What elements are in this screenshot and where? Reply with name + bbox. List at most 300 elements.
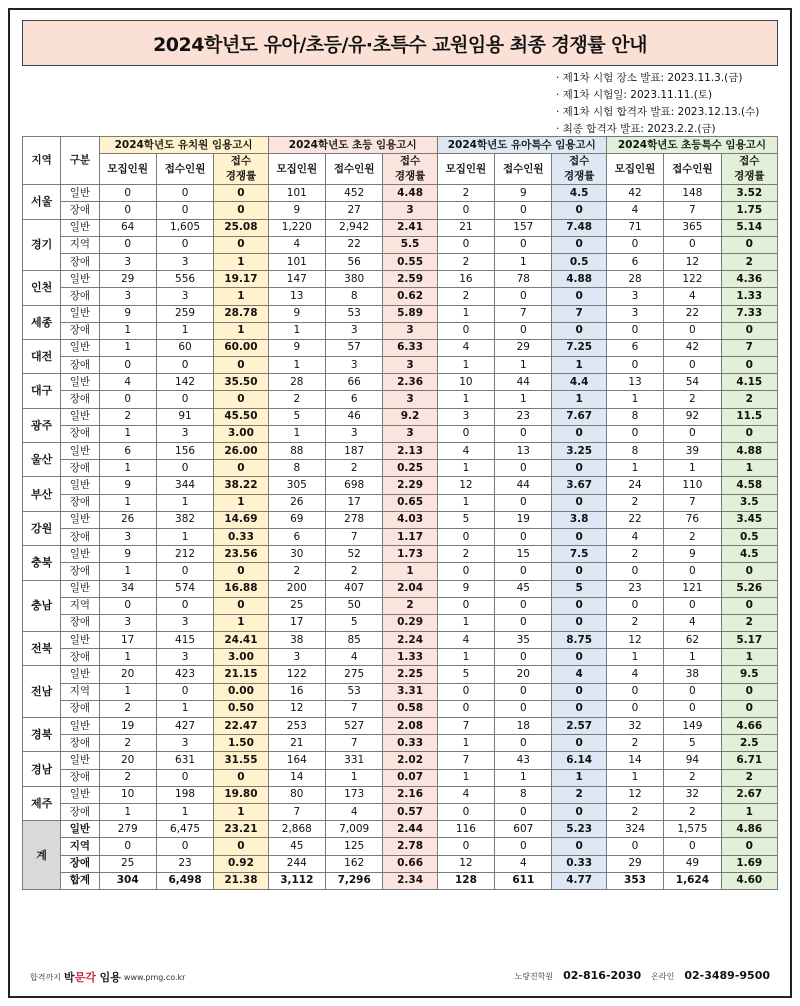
- count-cell: 0: [99, 597, 156, 614]
- region-cell: 대구: [23, 374, 61, 408]
- count-cell: 156: [156, 443, 213, 460]
- count-cell: 0: [495, 322, 552, 339]
- region-cell: 경북: [23, 718, 61, 752]
- region-cell: 강원: [23, 511, 61, 545]
- rate-cell: 7.25: [552, 339, 606, 356]
- count-cell: 45: [495, 580, 552, 597]
- count-cell: 8: [326, 288, 383, 305]
- header-recruit: 모집인원: [606, 154, 663, 185]
- rate-cell: 2.25: [383, 666, 437, 683]
- rate-cell: 14.69: [214, 511, 268, 528]
- count-cell: 527: [326, 718, 383, 735]
- rate-cell: 0: [214, 202, 268, 219]
- count-cell: 5: [437, 511, 494, 528]
- category-cell: 일반: [61, 786, 99, 803]
- count-cell: 9: [99, 546, 156, 563]
- rate-cell: 8.75: [552, 632, 606, 649]
- header-group-special-elementary: 2024학년도 초등특수 임용고시: [606, 137, 777, 154]
- count-cell: 0: [606, 563, 663, 580]
- count-cell: 101: [268, 185, 325, 202]
- count-cell: 19: [495, 511, 552, 528]
- rate-cell: 60.00: [214, 339, 268, 356]
- rate-cell: 0: [214, 357, 268, 374]
- count-cell: 16: [268, 683, 325, 700]
- rate-cell: 28.78: [214, 305, 268, 322]
- count-cell: 407: [326, 580, 383, 597]
- rate-cell: 0: [721, 425, 777, 442]
- count-cell: 2: [664, 528, 721, 545]
- phone-label: 노량진학원: [514, 972, 554, 981]
- rate-cell: 0.50: [214, 700, 268, 717]
- count-cell: 1: [99, 339, 156, 356]
- count-cell: 2: [606, 735, 663, 752]
- count-cell: 6,475: [156, 821, 213, 838]
- count-cell: 1: [156, 700, 213, 717]
- count-cell: 22: [606, 511, 663, 528]
- rate-cell: 0: [721, 236, 777, 253]
- count-cell: 15: [495, 546, 552, 563]
- count-cell: 122: [664, 271, 721, 288]
- count-cell: 382: [156, 511, 213, 528]
- table-row: [23, 597, 778, 614]
- count-cell: 88: [268, 443, 325, 460]
- count-cell: 5: [326, 614, 383, 631]
- count-cell: 116: [437, 821, 494, 838]
- region-cell: 계: [23, 821, 61, 890]
- category-cell: 장애: [61, 253, 99, 270]
- count-cell: 1: [437, 769, 494, 786]
- count-cell: 128: [437, 872, 494, 889]
- count-cell: 0: [156, 391, 213, 408]
- table-row: [23, 614, 778, 631]
- rate-cell: 0.5: [721, 528, 777, 545]
- rate-cell: 0: [552, 735, 606, 752]
- count-cell: 0: [495, 425, 552, 442]
- count-cell: 2: [99, 735, 156, 752]
- count-cell: 12: [606, 632, 663, 649]
- count-cell: 149: [664, 718, 721, 735]
- count-cell: 4: [99, 374, 156, 391]
- rate-cell: 0: [552, 288, 606, 305]
- count-cell: 2: [326, 460, 383, 477]
- count-cell: 1: [437, 614, 494, 631]
- count-cell: 7: [437, 752, 494, 769]
- count-cell: 0: [156, 185, 213, 202]
- count-cell: 3: [326, 425, 383, 442]
- count-cell: 0: [156, 460, 213, 477]
- count-cell: 80: [268, 786, 325, 803]
- count-cell: 1: [437, 494, 494, 511]
- table-row: [23, 632, 778, 649]
- category-cell: 장애: [61, 803, 99, 820]
- count-cell: 0: [495, 649, 552, 666]
- rate-cell: 19.17: [214, 271, 268, 288]
- count-cell: 0: [606, 597, 663, 614]
- region-cell: 경남: [23, 752, 61, 786]
- count-cell: 6: [326, 391, 383, 408]
- count-cell: 4: [606, 666, 663, 683]
- rate-cell: 2.29: [383, 477, 437, 494]
- count-cell: 3: [156, 614, 213, 631]
- table-row: [23, 872, 778, 889]
- table-row: [23, 666, 778, 683]
- rate-cell: 0: [721, 597, 777, 614]
- header-category: 구분: [61, 137, 99, 185]
- rate-cell: 3: [383, 202, 437, 219]
- category-cell: 장애: [61, 700, 99, 717]
- header-applied: 접수인원: [664, 154, 721, 185]
- rate-cell: 0: [552, 614, 606, 631]
- count-cell: 1: [606, 649, 663, 666]
- count-cell: 0: [437, 425, 494, 442]
- count-cell: 27: [326, 202, 383, 219]
- count-cell: 12: [437, 855, 494, 872]
- count-cell: 1,605: [156, 219, 213, 236]
- count-cell: 91: [156, 408, 213, 425]
- count-cell: 24: [606, 477, 663, 494]
- phone-label: 온라인: [651, 972, 675, 981]
- category-cell: 일반: [61, 666, 99, 683]
- count-cell: 9: [268, 339, 325, 356]
- rate-cell: 0.5: [552, 253, 606, 270]
- count-cell: 4: [437, 339, 494, 356]
- count-cell: 25: [99, 855, 156, 872]
- rate-cell: 2: [721, 769, 777, 786]
- brand-tagline: 합격까지: [30, 972, 61, 982]
- count-cell: 22: [326, 236, 383, 253]
- count-cell: 1: [99, 649, 156, 666]
- count-cell: 4: [437, 786, 494, 803]
- count-cell: 38: [268, 632, 325, 649]
- rate-cell: 1: [721, 649, 777, 666]
- rate-cell: 0: [214, 185, 268, 202]
- rate-cell: 0: [552, 202, 606, 219]
- table-row: [23, 219, 778, 236]
- count-cell: 0: [437, 700, 494, 717]
- header-applied: 접수인원: [156, 154, 213, 185]
- table-row: [23, 803, 778, 820]
- count-cell: 556: [156, 271, 213, 288]
- rate-cell: 6.14: [552, 752, 606, 769]
- rate-cell: 35.50: [214, 374, 268, 391]
- count-cell: 147: [268, 271, 325, 288]
- rate-cell: 5.23: [552, 821, 606, 838]
- region-cell: 인천: [23, 271, 61, 305]
- count-cell: 0: [437, 322, 494, 339]
- rate-cell: 2: [383, 597, 437, 614]
- rate-cell: 0: [552, 322, 606, 339]
- rate-cell: 1.69: [721, 855, 777, 872]
- rate-cell: 7.48: [552, 219, 606, 236]
- rate-cell: 0.66: [383, 855, 437, 872]
- table-row: [23, 185, 778, 202]
- rate-cell: 2.41: [383, 219, 437, 236]
- count-cell: 9: [268, 202, 325, 219]
- rate-cell: 4.5: [552, 185, 606, 202]
- count-cell: 2: [606, 494, 663, 511]
- rate-cell: 0.29: [383, 614, 437, 631]
- count-cell: 1: [606, 769, 663, 786]
- rate-cell: 0.55: [383, 253, 437, 270]
- table-row: [23, 563, 778, 580]
- count-cell: 0: [495, 563, 552, 580]
- rate-cell: 21.38: [214, 872, 268, 889]
- region-cell: 서울: [23, 185, 61, 219]
- header-rate: 접수 경쟁률: [383, 154, 437, 185]
- count-cell: 4: [326, 649, 383, 666]
- count-cell: 1: [664, 460, 721, 477]
- count-cell: 0: [99, 202, 156, 219]
- count-cell: 0: [437, 236, 494, 253]
- count-cell: 20: [495, 666, 552, 683]
- count-cell: 1: [99, 425, 156, 442]
- category-cell: 장애: [61, 855, 99, 872]
- count-cell: 57: [326, 339, 383, 356]
- count-cell: 607: [495, 821, 552, 838]
- rate-cell: 2.78: [383, 838, 437, 855]
- count-cell: 46: [326, 408, 383, 425]
- count-cell: 9: [99, 477, 156, 494]
- count-cell: 0: [99, 357, 156, 374]
- count-cell: 1,624: [664, 872, 721, 889]
- count-cell: 4: [664, 288, 721, 305]
- count-cell: 631: [156, 752, 213, 769]
- count-cell: 39: [664, 443, 721, 460]
- rate-cell: 7: [552, 305, 606, 322]
- count-cell: 44: [495, 477, 552, 494]
- count-cell: 18: [495, 718, 552, 735]
- rate-cell: 3: [383, 425, 437, 442]
- count-cell: 212: [156, 546, 213, 563]
- count-cell: 331: [326, 752, 383, 769]
- table-row: [23, 683, 778, 700]
- count-cell: 0: [495, 528, 552, 545]
- header-recruit: 모집인원: [437, 154, 494, 185]
- count-cell: 148: [664, 185, 721, 202]
- count-cell: 305: [268, 477, 325, 494]
- rate-cell: 1.73: [383, 546, 437, 563]
- table-row: [23, 786, 778, 803]
- header-applied: 접수인원: [326, 154, 383, 185]
- rate-cell: 0.07: [383, 769, 437, 786]
- count-cell: 20: [99, 752, 156, 769]
- count-cell: 157: [495, 219, 552, 236]
- rate-cell: 3: [383, 357, 437, 374]
- table-row: [23, 443, 778, 460]
- count-cell: 8: [495, 786, 552, 803]
- rate-cell: 4.58: [721, 477, 777, 494]
- category-cell: 일반: [61, 185, 99, 202]
- table-row: [23, 271, 778, 288]
- count-cell: 2: [99, 769, 156, 786]
- count-cell: 275: [326, 666, 383, 683]
- count-cell: 17: [326, 494, 383, 511]
- count-cell: 1: [99, 563, 156, 580]
- rate-cell: 0: [721, 683, 777, 700]
- rate-cell: 1: [552, 769, 606, 786]
- count-cell: 0: [664, 563, 721, 580]
- count-cell: 76: [664, 511, 721, 528]
- count-cell: 0: [664, 357, 721, 374]
- competition-table: [22, 136, 778, 890]
- rate-cell: 2.57: [552, 718, 606, 735]
- count-cell: 8: [606, 443, 663, 460]
- count-cell: 60: [156, 339, 213, 356]
- count-cell: 29: [495, 339, 552, 356]
- rate-cell: 7.33: [721, 305, 777, 322]
- header-rate: 접수 경쟁률: [721, 154, 777, 185]
- region-cell: 대전: [23, 339, 61, 373]
- count-cell: 32: [664, 786, 721, 803]
- count-cell: 3,112: [268, 872, 325, 889]
- count-cell: 278: [326, 511, 383, 528]
- count-cell: 17: [268, 614, 325, 631]
- count-cell: 0: [99, 185, 156, 202]
- category-cell: 장애: [61, 460, 99, 477]
- rate-cell: 21.15: [214, 666, 268, 683]
- rate-cell: 2.24: [383, 632, 437, 649]
- count-cell: 2: [664, 803, 721, 820]
- rate-cell: 23.56: [214, 546, 268, 563]
- rate-cell: 1.75: [721, 202, 777, 219]
- region-cell: 경기: [23, 219, 61, 271]
- rate-cell: 2.02: [383, 752, 437, 769]
- region-cell: 충북: [23, 546, 61, 580]
- rate-cell: 4.48: [383, 185, 437, 202]
- count-cell: 32: [606, 718, 663, 735]
- rate-cell: 4.5: [721, 546, 777, 563]
- count-cell: 0: [606, 236, 663, 253]
- rate-cell: 0: [552, 838, 606, 855]
- rate-cell: 0: [721, 357, 777, 374]
- count-cell: 0: [156, 597, 213, 614]
- rate-cell: 4.86: [721, 821, 777, 838]
- rate-cell: 31.55: [214, 752, 268, 769]
- rate-cell: 3.00: [214, 649, 268, 666]
- count-cell: 92: [664, 408, 721, 425]
- count-cell: 6: [99, 443, 156, 460]
- count-cell: 1: [437, 735, 494, 752]
- category-cell: 장애: [61, 202, 99, 219]
- category-cell: 장애: [61, 288, 99, 305]
- rate-cell: 0: [214, 597, 268, 614]
- count-cell: 162: [326, 855, 383, 872]
- count-cell: 244: [268, 855, 325, 872]
- table-row: [23, 649, 778, 666]
- rate-cell: 4.88: [721, 443, 777, 460]
- count-cell: 23: [495, 408, 552, 425]
- rate-cell: 4.88: [552, 271, 606, 288]
- category-cell: 일반: [61, 632, 99, 649]
- rate-cell: 9.5: [721, 666, 777, 683]
- rate-cell: 0: [721, 700, 777, 717]
- table-row: [23, 202, 778, 219]
- count-cell: 78: [495, 271, 552, 288]
- region-cell: 광주: [23, 408, 61, 442]
- count-cell: 1,220: [268, 219, 325, 236]
- table-row: [23, 322, 778, 339]
- count-cell: 62: [664, 632, 721, 649]
- count-cell: 30: [268, 546, 325, 563]
- rate-cell: 5: [552, 580, 606, 597]
- rate-cell: 2: [721, 614, 777, 631]
- rate-cell: 1: [214, 322, 268, 339]
- rate-cell: 0: [552, 700, 606, 717]
- count-cell: 1: [437, 391, 494, 408]
- count-cell: 2,942: [326, 219, 383, 236]
- rate-cell: 3: [383, 391, 437, 408]
- count-cell: 3: [326, 322, 383, 339]
- count-cell: 6,498: [156, 872, 213, 889]
- count-cell: 1: [268, 425, 325, 442]
- count-cell: 1: [495, 357, 552, 374]
- count-cell: 0: [495, 803, 552, 820]
- count-cell: 23: [606, 580, 663, 597]
- count-cell: 279: [99, 821, 156, 838]
- table-row: [23, 391, 778, 408]
- count-cell: 1: [437, 305, 494, 322]
- table-row: [23, 408, 778, 425]
- table-row: [23, 511, 778, 528]
- count-cell: 12: [664, 253, 721, 270]
- category-cell: 지역: [61, 597, 99, 614]
- count-cell: 9: [437, 580, 494, 597]
- rate-cell: 4: [552, 666, 606, 683]
- count-cell: 253: [268, 718, 325, 735]
- region-cell: 부산: [23, 477, 61, 511]
- rate-cell: 7.5: [552, 546, 606, 563]
- count-cell: 13: [268, 288, 325, 305]
- rate-cell: 0: [552, 563, 606, 580]
- category-cell: 일반: [61, 546, 99, 563]
- rate-cell: 3.67: [552, 477, 606, 494]
- count-cell: 0: [495, 236, 552, 253]
- count-cell: 1: [99, 803, 156, 820]
- count-cell: 8: [268, 460, 325, 477]
- rate-cell: 4.60: [721, 872, 777, 889]
- count-cell: 9: [664, 546, 721, 563]
- rate-cell: 1.33: [383, 649, 437, 666]
- rate-cell: 1: [214, 253, 268, 270]
- count-cell: 0: [156, 202, 213, 219]
- count-cell: 85: [326, 632, 383, 649]
- region-cell: 제주: [23, 786, 61, 820]
- count-cell: 1: [606, 460, 663, 477]
- count-cell: 34: [99, 580, 156, 597]
- count-cell: 3: [156, 288, 213, 305]
- table-row: [23, 494, 778, 511]
- category-cell: 장애: [61, 425, 99, 442]
- phone-number: 02-3489-9500: [684, 969, 770, 982]
- rate-cell: 0: [214, 236, 268, 253]
- category-cell: 일반: [61, 305, 99, 322]
- count-cell: 45: [268, 838, 325, 855]
- rate-cell: 26.00: [214, 443, 268, 460]
- count-cell: 7: [495, 305, 552, 322]
- count-cell: 304: [99, 872, 156, 889]
- rate-cell: 0: [552, 683, 606, 700]
- count-cell: 0: [495, 288, 552, 305]
- category-cell: 일반: [61, 443, 99, 460]
- rate-cell: 3: [383, 322, 437, 339]
- count-cell: 3: [99, 253, 156, 270]
- rate-cell: 3.45: [721, 511, 777, 528]
- rate-cell: 0.33: [383, 735, 437, 752]
- count-cell: 423: [156, 666, 213, 683]
- table-row: [23, 339, 778, 356]
- rate-cell: 0: [214, 391, 268, 408]
- count-cell: 66: [326, 374, 383, 391]
